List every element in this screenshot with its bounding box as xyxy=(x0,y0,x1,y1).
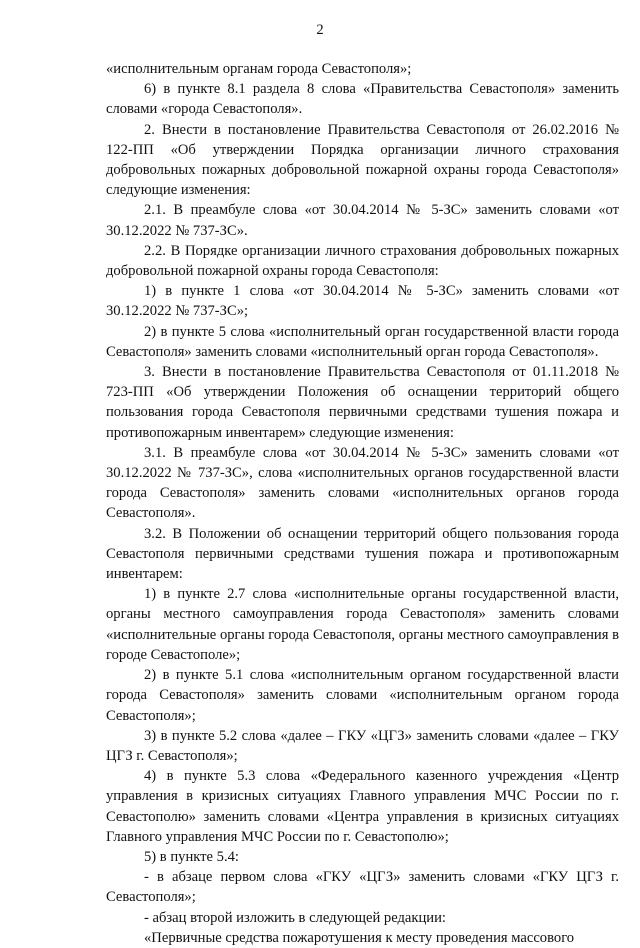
paragraph: 3.2. В Положении об оснащении территорий общего пользования города Севастополя первичными средствами тушения пожара и противопожарным инвентарем: xyxy=(106,525,619,583)
paragraph: 3. Внести в постановление Правительства Севастополя от 01.11.2018 № 723-ПП «Об утверждении Положения об оснащении территорий общего пользования города Севастополя первичными средствами тушения пожара и противопожарным инвентарем» следующие изменения: xyxy=(106,364,619,441)
paragraph: 3.1. В преамбуле слова «от 30.04.2014 № 5-ЗС» заменить словами «от 30.12.2022 № 737-ЗС», слова «исполнительных органов государственной власти города Севастополя» заменить словами «исполнительных органов города Севастополя». xyxy=(106,444,619,522)
paragraph: - в абзаце первом слова «ГКУ «ЦГЗ» заменить словами «ГКУ ЦГЗ г. Севастополя»; xyxy=(106,869,619,906)
document-body xyxy=(106,59,619,948)
paragraph: 4) в пункте 5.3 слова «Федерального казенного учреждения «Центр управления в кризисных ситуациях Главного управления МЧС России по г. Севастополю» заменить словами «Центра управления в кризисных ситуациях Главного управления МЧС России по г. Севастополю»; xyxy=(106,768,619,845)
page-number: 2 xyxy=(316,22,324,38)
paragraph: 2) в пункте 5.1 слова «исполнительным органом государственной власти города Севастополя» заменить словами «исполнительным органом города Севастополя»; xyxy=(106,667,619,724)
paragraph: «Первичные средства пожаротушения к месту проведения массового xyxy=(144,929,575,946)
paragraph: 3) в пункте 5.2 слова «далее – ГКУ «ЦГЗ» заменить словами «далее – ГКУ ЦГЗ г. Севастополя»; xyxy=(106,727,619,764)
paragraph: 1) в пункте 1 слова «от 30.04.2014 № 5-ЗС» заменить словами «от 30.12.2022 № 737-ЗС»; xyxy=(106,283,619,320)
paragraph: 2.1. В преамбуле слова «от 30.04.2014 № 5-ЗС» заменить словами «от 30.12.2022 № 737-ЗС». xyxy=(106,202,619,239)
paragraph: 2.2. В Порядке организации личного страхования добровольных пожарных добровольной пожарной охраны города Севастополя: xyxy=(106,242,619,280)
paragraph: «исполнительным органам города Севастополя»; xyxy=(106,61,412,77)
paragraph: 2) в пункте 5 слова «исполнительный орган государственной власти города Севастополя» заменить словами «исполнительный орган города Севастополя». xyxy=(106,323,619,360)
paragraph: 5) в пункте 5.4: xyxy=(144,848,239,865)
paragraph: 6) в пункте 8.1 раздела 8 слова «Правительства Севастополя» заменить словами «города Севастополя». xyxy=(106,81,619,118)
paragraph: - абзац второй изложить в следующей редакции: xyxy=(144,909,446,926)
paragraph: 2. Внести в постановление Правительства Севастополя от 26.02.2016 № 122-ПП «Об утверждении Порядка организации личного страхования добровольных пожарных добровольной пожарной охраны города Севастополя» следующие изменения: xyxy=(106,121,619,199)
paragraph: 1) в пункте 2.7 слова «исполнительные органы государственной власти, органы местного самоуправления города Севастополя» заменить словами «исполнительные органы города Севастополя, органы местного самоуправления в городе Севастополе»; xyxy=(106,586,619,663)
